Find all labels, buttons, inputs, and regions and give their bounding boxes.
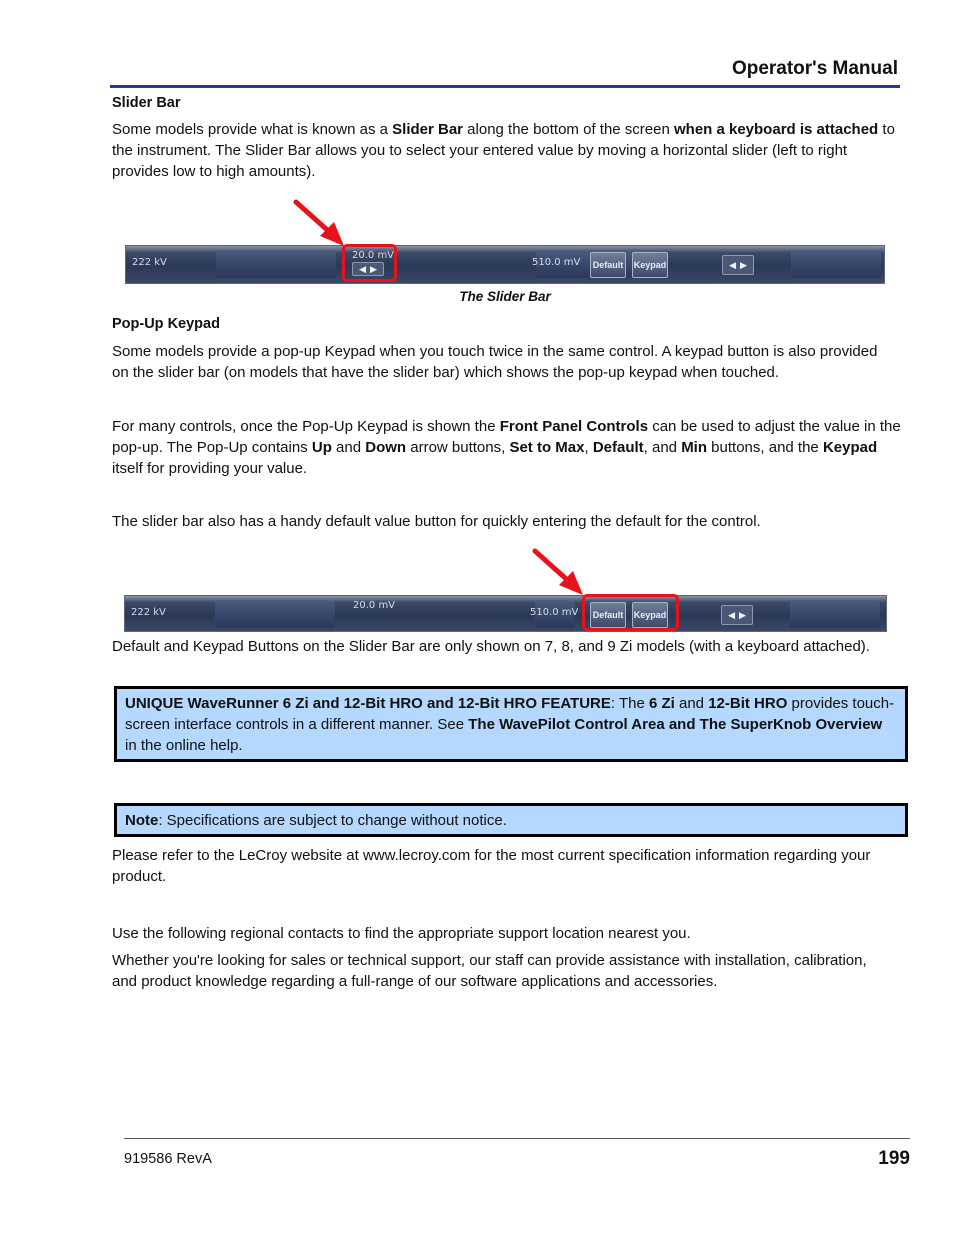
keypad-button[interactable]: Keypad <box>632 252 668 278</box>
arrow-right-icon: ▶ <box>739 609 746 620</box>
popup-paragraph-2: For many controls, once the Pop-Up Keypad is shown the Front Panel Controls can be used to adjust the value in the pop-up. The Pop-Up contains Up and Down arrow buttons, Set to Max, Default, and Min buttons, and the Keypad itself for providing your value. <box>112 418 901 477</box>
popup-paragraph-3: The slider bar also has a handy default value button for quickly entering the default for the control. <box>112 513 761 530</box>
footer-doc-id: 919586 RevA <box>124 1151 212 1167</box>
pointer-arrow-2 <box>529 545 593 601</box>
arrow-right-icon: ▶ <box>370 263 377 274</box>
refer-paragraph: Please refer to the LeCroy website at www.lecroy.com for the most current specification information regarding your product. <box>112 847 871 885</box>
highlight-box-slider <box>342 244 397 282</box>
popup-paragraph-4: Default and Keypad Buttons on the Slider Bar are only shown on 7, 8, and 9 Zi models (with a keyboard attached). <box>112 638 870 655</box>
page-number: 199 <box>878 1148 910 1169</box>
default-button[interactable]: Default <box>590 602 626 628</box>
slider-right-value: 510.0 mV <box>532 257 581 268</box>
slider-bar-image-1 <box>125 245 885 284</box>
arrow-left-icon: ◀ <box>359 263 366 274</box>
slider-arrows-right[interactable] <box>721 605 753 625</box>
note-box: Note: Specifications are subject to change without notice. <box>114 803 908 837</box>
arrow-left-icon: ◀ <box>728 609 735 620</box>
slider-bar-image-2 <box>124 595 887 632</box>
header-rule <box>110 85 900 88</box>
footer-rule <box>124 1138 910 1139</box>
arrow-left-icon: ◀ <box>729 259 736 270</box>
slider-mid-value: 20.0 mV <box>353 600 396 611</box>
slider-mid-value: 20.0 mV <box>352 250 395 261</box>
unique-feature-box: UNIQUE WaveRunner 6 Zi and 12-Bit HRO and 12-Bit HRO FEATURE: The 6 Zi and 12-Bit HRO provides touch-screen interface controls in a different manner. See The WavePilot Control Area and The SuperKnob Overview in the online help. <box>114 686 908 762</box>
figure-caption: The Slider Bar <box>459 289 551 304</box>
slider-right-value: 510.0 mV <box>530 607 579 618</box>
slider-bar-heading: Slider Bar <box>112 95 181 111</box>
contacts-paragraph-2: Whether you're looking for sales or technical support, our staff can provide assistance with installation, calibration, and product knowledge regarding a full-range of our software applications and accessories. <box>112 952 867 990</box>
slider-left-value: 222 kV <box>132 257 167 268</box>
highlight-box-buttons <box>582 594 679 631</box>
slider-arrows-right[interactable] <box>722 255 754 275</box>
page-header-title: Operator's Manual <box>731 58 898 79</box>
keypad-button[interactable]: Keypad <box>632 602 668 628</box>
slider-bar-paragraph: Some models provide what is known as a Slider Bar along the bottom of the screen when a keyboard is attached to the instrument. The Slider Bar allows you to select your entered value by moving a horizontal slider (left to right provides low to high amounts). <box>112 121 895 180</box>
contacts-paragraph-1: Use the following regional contacts to find the appropriate support location nearest you. <box>112 925 691 942</box>
slider-left-value: 222 kV <box>131 607 166 618</box>
popup-keypad-heading: Pop-Up Keypad <box>112 316 220 332</box>
arrow-right-icon: ▶ <box>740 259 747 270</box>
popup-paragraph-1: Some models provide a pop-up Keypad when you touch twice in the same control. A keypad button is also provided on the slider bar (on models that have the slider bar) which shows the pop-up keypad when touched. <box>112 343 878 381</box>
default-button[interactable]: Default <box>590 252 626 278</box>
